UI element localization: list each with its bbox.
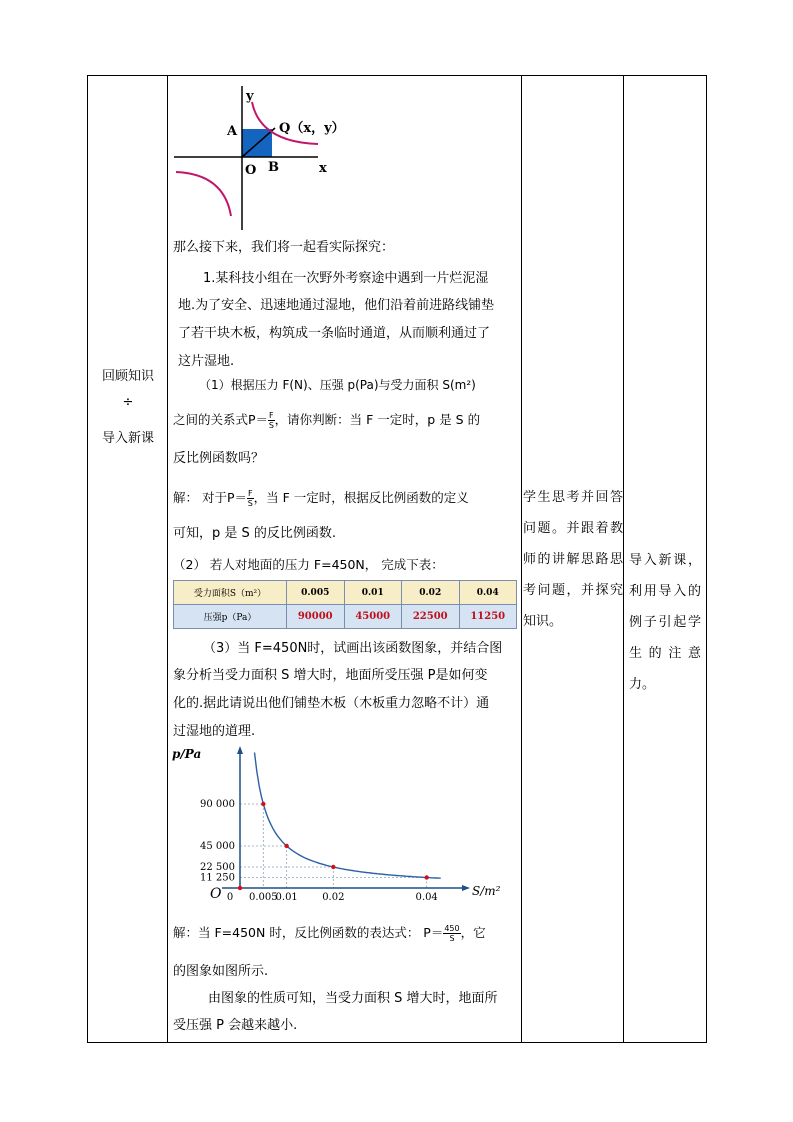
y-axis-arrow [237,746,243,754]
pressure-table [173,580,517,629]
fraction-450-over-s [443,924,460,943]
question1-line: （1）根据压力 F(N)、压强 p(Pa)与受力面积 S(m²) [199,378,476,392]
question1-text: ，请你判断：当 F 一定时，p 是 S 的 [274,412,481,427]
data-point [284,844,288,848]
answer3-text: 解：当 F=450N 时，反比例函数的表达式： P＝ [173,925,444,940]
series-line [255,753,441,879]
fraction-denominator: S [247,499,253,508]
table-cell: 0.005 [287,581,345,605]
table-cell: 11250 [459,605,517,629]
label-o: O [245,163,257,178]
stage-label-intro: 导入新课 [101,431,154,446]
table-cell: 0.04 [459,581,517,605]
fraction-denominator: S [268,421,274,430]
fraction-f-over-s [247,489,254,508]
label-x: x [319,161,327,176]
label-q: Q（x，y） [279,121,345,136]
fraction-denominator: S [449,934,455,943]
column-divider [623,75,624,1043]
table-cell: 22500 [402,605,460,629]
zero-label: 0 [226,892,234,903]
coordinate-diagram [168,80,368,232]
fraction-f-over-s [268,411,275,430]
label-y: y [246,89,254,104]
question1-text: 之间的关系式P＝ [173,412,269,427]
table-row [174,605,517,629]
design-intent-text: 导入新课，利用导入的例子引起学生的注意力。 [629,553,701,692]
problem1-line: 1.某科技小组在一次野外考察途中遇到一片烂泥湿 [203,271,489,286]
table-cell: 0.01 [344,581,402,605]
conclusion-line: 受压强 P 会越来越小. [173,1018,298,1033]
question3-line: 象分析当受力面积 S 增大时，地面所受压强 P是如何变 [173,668,488,683]
question3-line: （3）当 F=450N时，试画出该函数图象，并结合图 [203,641,503,656]
data-point [261,802,265,806]
table-cell: 90000 [287,605,345,629]
x-tick-label: 0.005 [249,892,278,903]
fraction-numerator: 450 [444,924,460,933]
pressure-chart [168,740,501,910]
stage-label-review: 回顾知识 [101,369,154,384]
answer3-text: ，它 [460,925,486,940]
y-tick-label: 11 250 [200,872,235,884]
table-header-pressure: 压强p（Pa） [174,605,287,629]
problem1-line: 了若干块木板，构筑成一条临时通道，从而顺利通过了 [178,326,491,341]
data-point [424,875,428,879]
data-point [331,865,335,869]
question1-line: 反比例函数吗？ [173,451,265,466]
x-tick-label: 0.01 [275,892,298,903]
fraction-numerator: F [248,489,253,498]
table-row [174,581,517,605]
x-tick-label: 0.04 [415,892,438,903]
origin-label: O [210,886,222,902]
answer3-line: 的图象如图所示. [173,964,269,979]
table-cell: 45000 [344,605,402,629]
intro-line: 那么接下来，我们将一起看实际探究： [173,240,395,255]
y-tick-label: 90 000 [200,799,235,810]
question1-line [173,404,480,435]
hyperbola-branch-lower [176,172,231,216]
fraction-numerator: F [269,411,274,420]
problem1-line: 这片湿地. [178,354,235,369]
student-activity-text: 学生思考并回答问题。并跟着教师的讲解思路思考问题，并探究知识。 [523,490,623,629]
answer1-text: ，当 F 一定时，根据反比例函数的定义 [253,490,469,505]
label-a: A [227,124,238,139]
problem1-line: 地.为了安全、迅速地通过湿地，他们沿着前进路线铺垫 [178,298,495,313]
label-b: B [268,160,279,175]
origin-point [238,886,242,890]
question2-line: （2） 若人对地面的压力 F=450N， 完成下表： [173,557,444,572]
x-axis-label: S/m² [472,884,501,898]
y-tick-label: 22 500 [200,862,235,873]
column-divider [521,75,522,1043]
y-tick-label: 45 000 [200,841,235,852]
stage-label-divider: ÷ [122,395,134,410]
table-cell: 0.02 [402,581,460,605]
question3-line: 过湿地的道理. [173,724,256,739]
table-header-area: 受力面积S（m²） [174,581,287,605]
answer1-line [173,482,469,513]
y-axis-label: p/Pa [172,747,202,761]
question3-line: 化的.据此请说出他们铺垫木板（木板重力忽略不计）通 [173,696,490,711]
answer1-text: 解： 对于P＝ [173,490,248,505]
answer1-line: 可知，p 是 S 的反比例函数. [173,526,337,541]
conclusion-line: 由图象的性质可知，当受力面积 S 增大时，地面所 [208,991,498,1006]
answer3-line [173,917,486,948]
x-tick-label: 0.02 [322,892,345,903]
